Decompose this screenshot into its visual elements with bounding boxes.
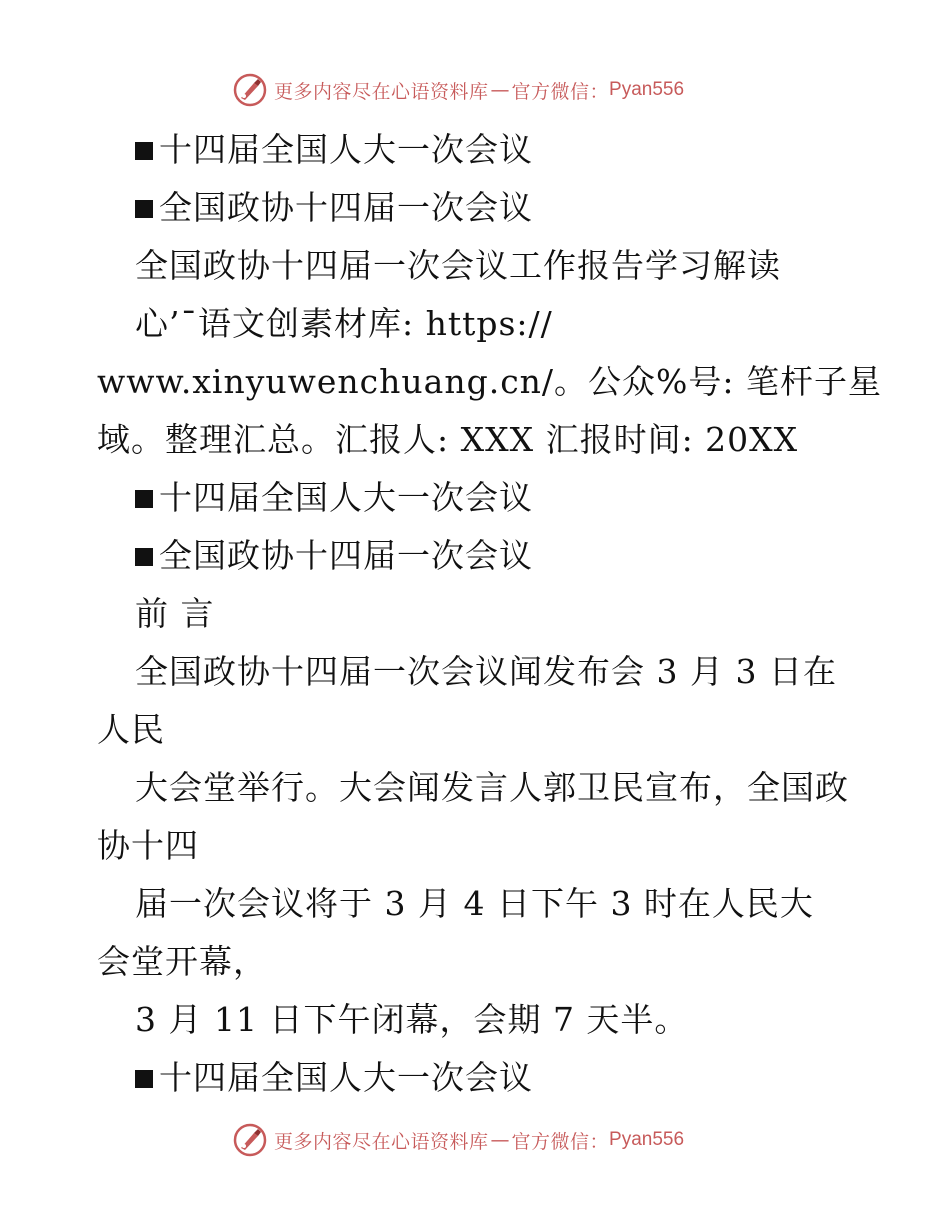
pen-logo-icon: [232, 1122, 268, 1158]
section-heading: 前 言: [135, 594, 215, 633]
watermark-handle: Pyan556: [609, 79, 685, 100]
text-line: 3 月 11 日下午闭幕，会期 7 天半。: [135, 1000, 689, 1039]
text-line: 协十四: [97, 826, 199, 865]
text-line: 域。整理汇总。汇报人: XXX 汇报时间: 20XX: [97, 420, 799, 459]
square-bullet-icon: [135, 142, 153, 160]
watermark-official: 官方微信：: [511, 80, 610, 103]
text-line: 十四届全国人大一次会议: [0, 470, 950, 526]
text-line: 人民: [97, 710, 165, 749]
text-line: 十四届全国人大一次会议: [0, 1050, 950, 1106]
text-line: www.xinyuwenchuang.cn/。公众%号: 笔杆子星: [97, 362, 883, 401]
square-bullet-icon: [135, 490, 153, 508]
footer-watermark: [232, 1120, 752, 1160]
text-line: 全国政协十四届一次会议: [0, 180, 950, 236]
square-bullet-icon: [135, 200, 153, 218]
text-line: 心’¯语文创素材库: https://: [135, 304, 553, 343]
text-line: 全国政协十四届一次会议闻发布会 3 月 3 日在: [135, 652, 837, 691]
watermark-handle: Pyan556: [609, 1129, 685, 1150]
text-line: 十四届全国人大一次会议: [0, 122, 950, 178]
text-line: 全国政协十四届一次会议工作报告学习解读: [135, 246, 781, 285]
watermark-official: 官方微信：: [511, 1130, 610, 1153]
text-line: 大会堂举行。大会闻发言人郭卫民宣布，全国政: [135, 768, 849, 807]
header-watermark: [232, 70, 752, 110]
watermark-text: 更多内容尽在心语资料库: [274, 1130, 489, 1153]
text-line: 届一次会议将于 3 月 4 日下午 3 时在人民大: [135, 884, 814, 923]
square-bullet-icon: [135, 1070, 153, 1088]
pen-logo-icon: [232, 72, 268, 108]
text-line: 全国政协十四届一次会议: [0, 528, 950, 584]
watermark-text: 更多内容尽在心语资料库: [274, 80, 489, 103]
watermark-dash: —: [490, 1129, 510, 1151]
text-line: 会堂开幕，: [97, 942, 267, 981]
square-bullet-icon: [135, 548, 153, 566]
watermark-dash: —: [490, 79, 510, 101]
